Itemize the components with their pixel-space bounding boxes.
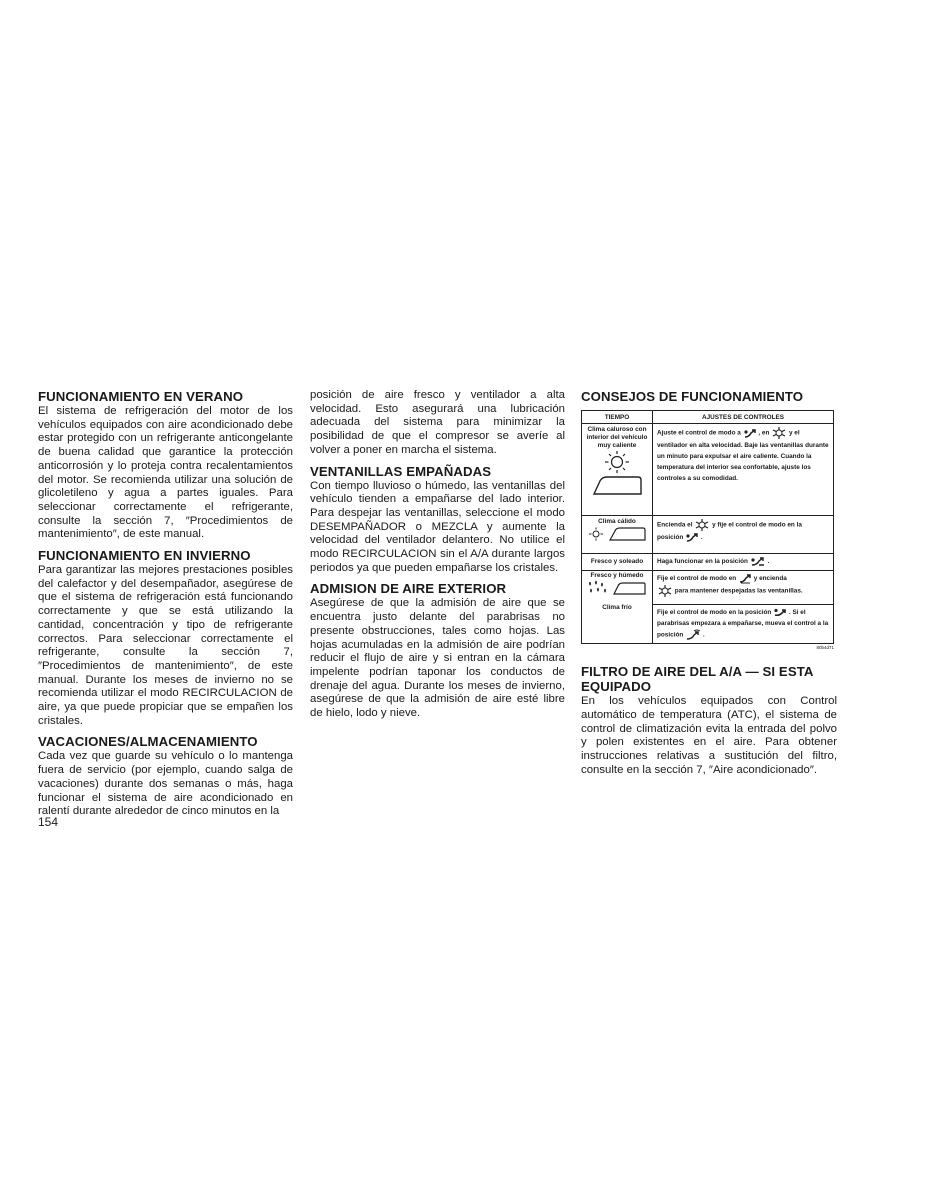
bilevel-mode-icon <box>750 556 766 567</box>
r1-text-c: y el ventilador en alta velocidad. Baje las ventanillas durante un minuto para expulsar el aire caliente. Cuando la temperatura del interior sea confortable, ajuste los controles a su comodidad. <box>657 429 829 482</box>
weather-label-warm: Clima cálido <box>598 518 636 525</box>
paragraph-summer-operation: El sistema de refrigeración del motor de los vehículos equipados con aire acondicionado debe estar protegido con un refrigerante anticongelante de buena calidad que garantice la protección anticorrosión y lo proteja contra recalentamientos del motor. Se recomienda utilizar una solución de glicoletileno y agua a partes iguales. Para seleccionar correctamente el refrigerante, consulte la sección 7, ″Procedimientos de mantenimiento″, de este manual. <box>38 405 293 541</box>
paragraph-winter-operation: Para garantizar las mejores prestaciones posibles del calefactor y del desempañador, asegúrese de que el sistema de refrigeración está funcionando correctamente y que se está utilizando la cantidad, concentración y tipo de refrigerante correctos. Para seleccionar correctamente el refrigerante, consulte la sección 7, ″Procedimientos de mantenimiento″, de este manual. Durante los meses de invierno no se recomienda utilizar el modo RECIRCULACION de aire, ya que puede propiciar que se empañen los cristales. <box>38 564 293 727</box>
r4-text-c: para mantener despejadas las ventanillas. <box>674 587 803 595</box>
defrost-mix-icon <box>685 629 701 641</box>
page-number: 154 <box>38 815 59 829</box>
floor-mode-icon <box>773 607 787 618</box>
heading-ac-air-filter: FILTRO DE AIRE DEL A/A — SI ESTA EQUIPADO <box>581 664 814 695</box>
heading-summer-operation: FUNCIONAMIENTO EN VERANO <box>38 389 244 404</box>
weather-cell-cool-humid <box>582 571 653 644</box>
r4-text-b: y encienda <box>753 575 787 583</box>
heading-operating-tips: CONSEJOS DE FUNCIONAMIENTO <box>581 389 804 404</box>
r5-text-c: . <box>702 631 705 639</box>
mix-mode-icon <box>738 573 752 584</box>
weather-cell-warm <box>582 516 653 554</box>
weather-label-hot: Clima caluroso con interior del vehículo muy caliente <box>586 426 648 449</box>
header-weather: TIEMPO <box>582 411 653 424</box>
r5-text-b: . Si el parabrisas empezara a empañarse, mueva el control a la posición <box>657 609 829 639</box>
controls-cell-cold <box>653 605 834 644</box>
operating-tips-table <box>581 410 834 644</box>
weather-label-cold: Clima frío <box>602 604 632 611</box>
windshield-icon <box>611 581 647 596</box>
table-row <box>582 571 834 605</box>
small-sun-icon <box>587 527 605 541</box>
column-left <box>38 389 293 825</box>
r5-text-a: Fije el control de modo en la posición <box>657 609 772 617</box>
windshield-icon <box>607 526 647 542</box>
controls-cell-cool-sunny <box>653 554 834 571</box>
weather-label-cool-sunny: Fresco y soleado <box>590 558 644 565</box>
weather-cell-hot <box>582 424 653 516</box>
weather-label-cool-humid: Fresco y húmedo <box>590 572 644 579</box>
column-middle <box>310 389 565 727</box>
header-control-settings: AJUSTES DE CONTROLES <box>653 411 834 424</box>
table-row <box>582 516 834 554</box>
controls-cell-hot <box>653 424 834 516</box>
r3-text-a: Haga funcionar en la posición <box>657 558 748 566</box>
paragraph-ac-air-filter: En los vehículos equipados con Control automático de temperatura (ATC), el sistema de control de climatización evita la entrada del polvo y polen existentes en el aire. Para obtener instrucciones relativas a sustitución del filtro, consulte en la sección 7, ″Aire acondicionado″. <box>581 695 837 776</box>
heading-vacation-storage: VACACIONES/ALMACENAMIENTO <box>38 734 258 750</box>
ac-snowflake-icon <box>694 518 710 532</box>
r4-text-a: Fije el control de modo en <box>657 575 737 583</box>
r2-text-a: Encienda el <box>657 521 693 529</box>
windshield-icon <box>590 474 644 496</box>
paragraph-vacation-continued: posición de aire fresco y ventilador a alta velocidad. Esto asegurará una lubricación adecuada del sistema para minimizar la posibilidad de que el compresor se averíe al volver a poner en marcha el sistema. <box>310 389 565 456</box>
heading-fogged-windows: VENTANILLAS EMPAÑADAS <box>310 463 492 479</box>
ac-snowflake-icon <box>771 426 787 440</box>
rain-drops-icon <box>587 580 609 596</box>
controls-cell-warm <box>653 516 834 554</box>
table-header-row <box>582 411 834 424</box>
paragraph-fogged-windows: Con tiempo lluvioso o húmedo, las ventanillas del vehículo tienden a empañarse del lado interior. Para despejar las ventanillas, seleccione el modo DESEMPAÑADOR o MEZCLA y aumente la velocidad del ventilador delantero. No utilice el modo RECIRCULACION sin el A/A durante largos periodos ya que pueden empañarse los cristales. <box>310 479 565 574</box>
panel-mode-icon <box>743 428 757 439</box>
table-row <box>582 554 834 571</box>
column-right <box>581 389 837 783</box>
r3-text-b: . <box>767 558 770 566</box>
sun-icon <box>602 450 632 474</box>
figure-id: 80b4d71 <box>816 645 834 651</box>
ac-snowflake-icon <box>657 584 673 598</box>
r1-text-b: , en <box>758 429 770 437</box>
controls-cell-cool-humid <box>653 571 834 605</box>
table-row <box>582 424 834 516</box>
heading-winter-operation: FUNCIONAMIENTO EN INVIERNO <box>38 548 251 564</box>
r2-text-c: . <box>700 534 703 542</box>
paragraph-vacation-storage: Cada vez que guarde su vehículo o lo mantenga fuera de servicio (por ejemplo, cuando salga de vacaciones) durante dos semanas o más, haga funcionar el sistema de aire acondicionado en ralentí durante alrededor de cinco minutos en la <box>38 750 293 818</box>
weather-cell-cool-sunny <box>582 554 653 571</box>
heading-outside-air-intake: ADMISION DE AIRE EXTERIOR <box>310 581 507 597</box>
r2-text-b: y fije el control de modo en la posición <box>657 521 802 542</box>
panel-mode-icon <box>685 532 699 543</box>
r1-text-a: Ajuste el control de modo a <box>657 429 741 437</box>
paragraph-outside-air-intake: Asegúrese de que la admisión de aire que se encuentra justo delante del parabrisas no presente obstrucciones, tales como hojas. Las hojas acumuladas en la admisión de aire podrían reducir el flujo de aire y si entran en la cámara impelente podrían taponar los conductos de drenaje del agua. Durante los meses de invierno, asegúrese de que la admisión de aire esté libre de hielo, lodo y nieve. <box>310 597 565 720</box>
